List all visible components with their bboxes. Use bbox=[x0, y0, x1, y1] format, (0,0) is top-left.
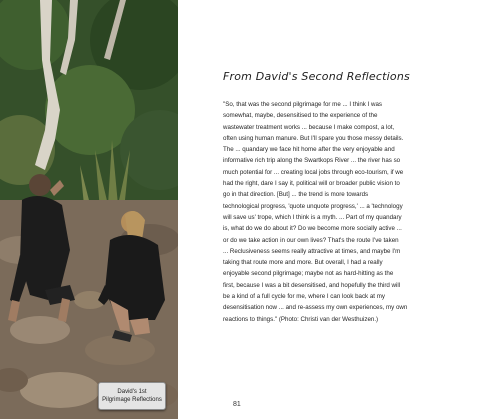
text-line: first, because I was a bit desensitised, and hopefully the third will bbox=[223, 281, 401, 289]
caption-line-1: David's 1st bbox=[117, 389, 147, 395]
text-line: is, what do we do about it? Do we become more socially active ... bbox=[223, 225, 402, 233]
text-line: much potential for ... creating local jobs through eco-tourism, if we bbox=[223, 168, 404, 176]
text-line: technological progress, 'quote unquote progress,' ... a 'technology bbox=[223, 202, 403, 210]
text-line: be a kind of a full cycle for me, where I can look back at my bbox=[223, 293, 385, 301]
text-line: reactions to things." (Photo: Christi van der Westhuizen.) bbox=[223, 315, 379, 323]
text-line: or do we take action in our own lives? That's the route I've taken bbox=[223, 236, 399, 244]
text-line: desensitisation now ... and re-assess my own experiences, my own bbox=[223, 304, 408, 312]
quote-body bbox=[223, 99, 468, 325]
text-line: taking that route more and more. But overall, I had a really bbox=[223, 259, 383, 267]
page-number: 81 bbox=[233, 401, 241, 408]
text-line: somewhat, maybe, desensitised to the experience of the bbox=[223, 112, 378, 120]
text-line: had the right, dare I say it, political will or broader public vision to bbox=[223, 180, 400, 188]
photo-illustration bbox=[0, 0, 178, 419]
caption-line-2: Pilgrimage Reflections bbox=[102, 397, 162, 403]
text-line: informative rich trip along the Swartkops River ... the river has so bbox=[223, 157, 401, 165]
text-line: go in that direction. [But] ... the trend is more towards bbox=[223, 191, 369, 199]
text-line: wastewater treatment works ... because I make compost, a lot, bbox=[223, 123, 395, 131]
photograph-two-people-sitting-on-rocks bbox=[0, 0, 178, 419]
photo-caption-badge bbox=[98, 382, 166, 410]
section-heading: From David's Second Reflections bbox=[223, 70, 410, 83]
text-line: "So, that was the second pilgrimage for me ... I think I was bbox=[223, 101, 383, 108]
text-line: enjoyable second pilgrimage; maybe not as hard-hitting as the bbox=[223, 270, 394, 278]
text-line: often using human manure. But I'll spare you those messy details. bbox=[223, 134, 404, 142]
text-line: ... Reclusiveness seems really attractive at times, and maybe I'm bbox=[223, 247, 401, 255]
text-line: will save us' trope, which I think is a myth. ... Part of my quandary bbox=[223, 213, 402, 221]
text-line: The ... quandary we face hit home after the very enjoyable and bbox=[223, 146, 395, 154]
